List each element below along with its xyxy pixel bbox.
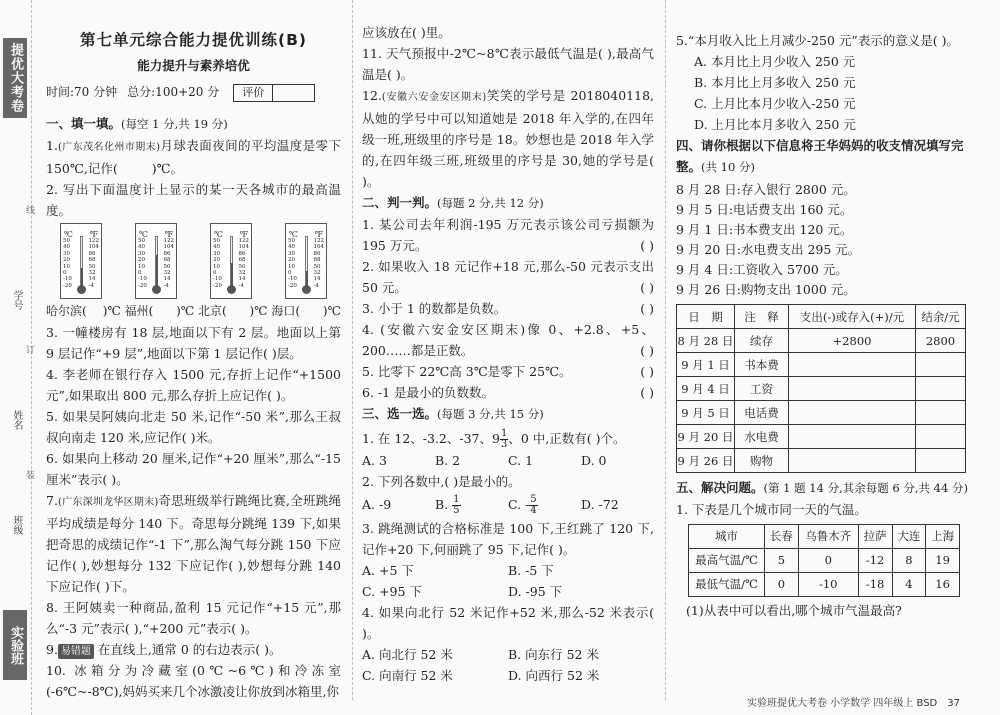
info-line: 9 月 4 日:工资收入 5700 元。 — [676, 262, 848, 277]
thermometers — [46, 223, 341, 299]
eval-box[interactable] — [273, 84, 315, 102]
answer-cell[interactable] — [789, 401, 916, 425]
time-limit: 时间:70 分钟 — [46, 85, 118, 99]
question-3: 3. 一幢楼房有 18 层,地面以下有 2 层。地面以上第 9 层记作“+9 层”,地面以下第 1 层记作( )层。 — [46, 325, 341, 361]
question-12: 12.(安徽六安金安区期末)笑笑的学号是 2018040118,从她的学号中可以知道她是 2018 年入学的,在四年级一班,班级里的序号是 18。妙想也是 2018 年入学的,在四年级三班,班级里的序号是 30,她的学号是( )。 — [362, 88, 654, 189]
thermometer: ℃ ℉ 50 40 30 20 10 0 -10 -20 122 104 86 68 50 32 14 -4 — [285, 223, 327, 299]
judge-item: 4. (安徽六安金安区期末)像 0、+2.8、+5、200……都是正数。 ( ) — [362, 322, 654, 358]
question-5: 5. 如果吴阿姨向北走 50 米,记作“-50 米”,那么王叔叔向南走 120 米,应记作( )米。 — [46, 409, 341, 445]
judge-item: 2. 如果收入 18 元记作+18 元,那么-50 元表示支出 50 元。 ( ) — [362, 259, 654, 295]
judge-list — [362, 214, 654, 403]
choice-2: 2. 下列各数中,( )是最小的。 — [362, 474, 521, 489]
city-answers: 哈尔滨( )℃ 福州( )℃ 北京( )℃ 海口( )℃ — [46, 304, 341, 318]
column-2 — [362, 0, 654, 715]
class-label: 班级 — [11, 515, 22, 535]
page-number: 37 — [947, 698, 960, 709]
page-title: 第七单元综合能力提优训练(B) — [80, 31, 307, 49]
question-10: 10. 冰箱分为冷藏室(0℃~6℃)和冷冻室(-6℃~-8℃),妈妈买来几个冰激凌让你放到冰箱里,你 — [46, 663, 341, 699]
section-solve-heading: 五、解决问题。(第 1 题 14 分,其余每题 6 分,共 44 分) — [676, 480, 968, 495]
problem-1-sub-1: (1)从表中可以看出,哪个城市气温最高? — [686, 603, 902, 618]
judge-item: 5. 比零下 22℃高 3℃是零下 25℃。 ( ) — [362, 364, 654, 379]
choice-3-options: C. +95 下 D. -95 下 — [362, 584, 563, 599]
ledger-info — [676, 180, 976, 300]
column-3 — [676, 0, 976, 715]
id-label: 学号 — [11, 290, 22, 310]
thermometer: ℃ ℉ 50 40 30 20 10 0 -10 -20 122 104 86 68 50 32 14 -4 — [60, 223, 102, 299]
thermometer-level — [156, 255, 158, 289]
exam-meta — [46, 82, 341, 103]
table-row: 9 月 26 日 购物 — [677, 449, 966, 473]
eval-label: 评价 — [233, 84, 273, 102]
table-row: 9 月 20 日 水电费 — [677, 425, 966, 449]
info-line: 9 月 1 日:书本费支出 120 元。 — [676, 222, 853, 237]
answer-cell[interactable] — [789, 353, 916, 377]
question-2: 2. 写出下面温度计上显示的某一天各城市的最高温度。 — [46, 182, 341, 218]
question-11: 11. 天气预报中-2℃~8℃表示最低气温是( ),最高气温是( )。 — [362, 46, 654, 82]
section-choice-heading: 三、选一选。(每题 3 分,共 15 分) — [362, 406, 544, 421]
info-line: 9 月 5 日:电话费支出 160 元。 — [676, 202, 853, 217]
answer-cell[interactable] — [789, 425, 916, 449]
choice-4-options: C. 向南行 52 米 D. 向西行 52 米 — [362, 668, 600, 683]
page-footer: 实验班提优大考卷 小学数学 四年级上 BSD 37 — [746, 698, 960, 709]
name-label: 姓名 — [11, 410, 22, 430]
answer-cell[interactable] — [789, 377, 916, 401]
thermometer: ℃ ℉ 50 40 30 20 10 0 -10 -20 122 104 86 68 50 32 14 -4 — [135, 223, 177, 299]
table-row: 最高气温/℃ 5 0 -12 8 19 — [689, 549, 960, 573]
table-row: 9 月 5 日 电话费 — [677, 401, 966, 425]
thermometer: ℃ ℉ 50 40 30 20 10 0 -10 -20 122 104 86 68 50 32 14 -4 — [210, 223, 252, 299]
answer-cell[interactable] — [916, 377, 966, 401]
brand-label-top: 提优大考卷 — [3, 38, 27, 118]
table-row: 最低气温/℃ 0 -10 -18 4 16 — [689, 573, 960, 597]
question-4: 4. 李老师在银行存入 1500 元,存折上记作“+1500 元”,如果取出 800 元,那么存折上应记作( )。 — [46, 367, 341, 403]
choice-5: 5.“本月收入比上月减少-250 元”表示的意义是( )。 — [676, 33, 959, 48]
answer-cell[interactable] — [916, 353, 966, 377]
choice-4: 4. 如果向北行 52 米记作+52 米,那么-52 米表示( )。 — [362, 605, 654, 641]
city-temperature-table — [688, 524, 960, 597]
column-divider — [665, 0, 666, 700]
question-8: 8. 王阿姨卖一种商品,盈利 15 元记作“+15 元”,那么“-3 元”表示( ),“+200 元”表示( )。 — [46, 600, 341, 636]
table-row: 8 月 28 日 续存 +2800 2800 — [677, 329, 966, 353]
answer-cell[interactable] — [916, 449, 966, 473]
question-10-cont: 应该放在( )里。 — [362, 25, 451, 40]
question-7: 7.(广东深圳龙华区期末)奇思班级举行跳绳比赛,全班跳绳平均成绩是每分 140 下。奇思每分跳绳 139 下,如果把奇思的成绩记作“-1 下”,那么淘气每分跳 150 下应记作( ),妙想每分 132 下应记作( ),妙想每分跳 140 下应记作( )下。 — [46, 493, 341, 594]
bind-mark-zhuang: 装 — [24, 470, 34, 479]
brand-label-bottom: 实验班 — [3, 610, 27, 680]
problem-1: 1. 下表是几个城市同一天的气温。 — [676, 502, 867, 517]
total-score: 总分:100+20 分 — [127, 85, 220, 99]
info-line: 9 月 20 日:水电费支出 295 元。 — [676, 242, 861, 257]
choice-1: 1. 在 12、-3.2、-37、9 $\frac{1}{3}$ 、0 中,正数有( )个。 — [362, 428, 626, 450]
choice-3-options: A. +5 下 B. -5 下 — [362, 563, 554, 578]
column-divider — [352, 0, 353, 700]
section-judge-heading: 二、判一判。(每题 2 分,共 12 分) — [362, 195, 544, 210]
table-header-row: 城市 长春 乌鲁木齐 拉萨 大连 上海 — [689, 525, 960, 549]
question-9: 9. 易错题 在直线上,通常 0 的右边表示( )。 — [46, 642, 282, 657]
choice-4-options: A. 向北行 52 米 B. 向东行 52 米 — [362, 647, 599, 662]
table-header-row: 日 期 注 释 支出(-)或存入(+)/元 结余/元 — [677, 305, 966, 329]
answer-cell[interactable] — [916, 425, 966, 449]
bind-mark-line: 线 — [24, 205, 34, 214]
info-line: 9 月 26 日:购物支出 1000 元。 — [676, 282, 856, 297]
error-prone-badge: 易错题 — [58, 644, 94, 659]
choice-1-options: A. 3 B. 2 C. 1 D. 0 — [362, 453, 607, 468]
choice-3: 3. 跳绳测试的合格标准是 100 下,王红跳了 120 下,记作+20 下,何丽跳了 95 下,记作( )。 — [362, 521, 654, 557]
choice-2-options: A. -9 B. $\frac{1}{5}$ C. - $\frac{5}{4}$ D. -72 — [362, 494, 619, 516]
info-line: 8 月 28 日:存入银行 2800 元。 — [676, 182, 856, 197]
answer-cell[interactable] — [789, 449, 916, 473]
judge-item: 1. 某公司去年利润-195 万元表示该公司亏损额为 195 万元。 ( ) — [362, 217, 654, 253]
section-fill-heading: 一、填一填。(每空 1 分,共 19 分) — [46, 116, 228, 131]
column-1 — [46, 0, 341, 715]
binding-strip — [0, 0, 32, 715]
choice-5-options: A. 本月比上月少收入 250 元 B. 本月比上月多收入 250 元 C. 上月比本月少收入-250 元 D. 上月比本月多收入 250 元 — [694, 54, 856, 132]
judge-item: 3. 小于 1 的数都是负数。 ( ) — [362, 301, 654, 316]
section-ledger-heading: 四、请你根据以下信息将王华妈妈的收支情况填写完整。(共 10 分) — [676, 138, 964, 174]
judge-item: 6. -1 是最小的负数数。 ( ) — [362, 385, 654, 400]
table-row: 9 月 1 日 书本费 — [677, 353, 966, 377]
question-1: 1.(广东茂名化州市期末)月球表面夜间的平均温度是零下 150℃,记作( )℃。 — [46, 138, 341, 176]
ledger-table — [676, 304, 966, 473]
question-6: 6. 如果向上移动 20 厘米,记作“+20 厘米”,那么“-15 厘米”表示( )。 — [46, 451, 341, 487]
answer-cell[interactable] — [916, 401, 966, 425]
bind-mark-ding: 订 — [24, 345, 34, 354]
page-subtitle: 能力提升与素养培优 — [137, 58, 250, 73]
table-row: 9 月 4 日 工资 — [677, 377, 966, 401]
